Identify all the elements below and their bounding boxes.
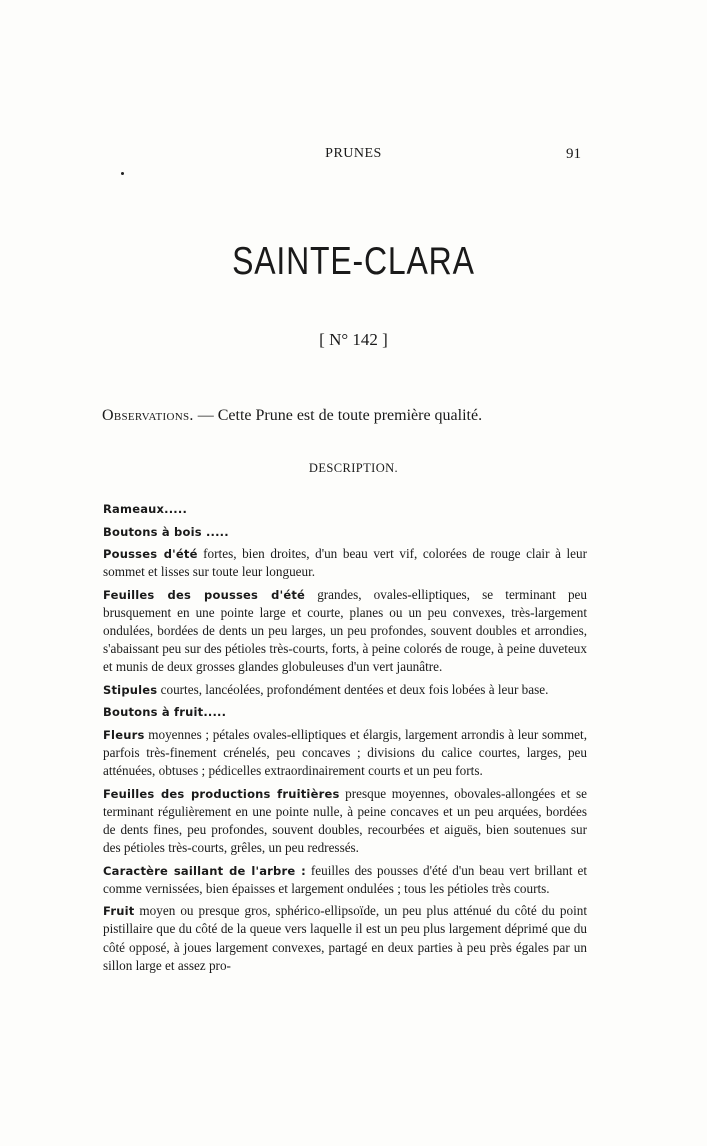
paragraph-term: Feuilles des productions fruitières	[103, 786, 340, 801]
observations-label: Observations.	[102, 407, 194, 424]
paragraph-term: Caractère saillant de l'arbre :	[103, 863, 306, 878]
description-paragraph	[103, 902, 587, 974]
description-paragraph	[103, 586, 587, 676]
running-title: PRUNES	[325, 146, 382, 161]
variety-number: [ N° 142 ]	[319, 330, 388, 349]
paragraph-text: feuilles des pousses d'été d'un beau vert brillant et comme vernissées, bien épaisses et largement ondulées ; tous les pétioles très courts.	[103, 862, 587, 896]
paragraph-term: Feuilles des pousses d'été	[103, 587, 306, 602]
paragraph-text: presque moyennes, obovales-allongées et se terminant régulièrement en une pointe nulle, à peine concaves et un peu arquées, bordées de dents fines, peu profondes, souvent doubles, recourbées et aiguës, bien soutenues sur des pétioles très-courts, grêles, un peu redressés.	[103, 785, 587, 856]
paragraph-text: grandes, ovales-elliptiques, se terminant peu brusquement en une pointe large et courte, planes ou un peu convexes, très-largement ondulées, bordées de dents un peu larges, un peu profondes, souvent doubles et arrondies, s'abaissant peu sur des pétioles très-courts, forts, à peine colorés de rouge, à peine duveteux et munis de deux grosses glandes globuleuses d'un vert jaunâtre.	[103, 586, 588, 675]
section-heading: DESCRIPTION.	[308, 461, 399, 475]
observations-line	[102, 407, 482, 425]
paragraph-term: Fleurs	[103, 728, 145, 743]
paragraph-term: Boutons à fruit.....	[103, 705, 227, 720]
description-paragraph	[103, 703, 587, 721]
paragraph-text: fortes, bien droites, d'un beau vert vif, colorées de rouge clair à leur sommet et lisses sur toute leur longueur.	[103, 546, 588, 580]
paragraph-term: Rameaux.....	[103, 502, 188, 516]
page-title: SAINTE-CLARA	[232, 240, 475, 283]
description-body	[103, 500, 587, 979]
paragraph-term: Stipules	[103, 682, 158, 697]
paragraph-text: moyen ou presque gros, sphérico-ellipsoïde, un peu plus atténué du côté du point pistillaire que du côté de la queue vers laquelle il est un peu plus largement déprimé que du côté opposé, à joues largement convexes, partagé en deux parties à peu près égales par un sillon large et assez pro-	[103, 903, 587, 973]
observations-text: — Cette Prune est de toute première qualité.	[193, 407, 483, 424]
paragraph-text: moyennes ; pétales ovales-elliptiques et élargis, largement arrondis à leur sommet, parfois très-finement crénelés, peu concaves ; divisions du calice courtes, larges, peu atténuées, obtuses ; pédicelles extraordinairement courts et un peu forts.	[103, 727, 587, 779]
ink-speck	[121, 172, 124, 175]
paragraph-term: Fruit	[103, 904, 135, 919]
paragraph-term: Boutons à bois .....	[103, 524, 229, 539]
paragraph-text: courtes, lancéolées, profondément dentées et deux fois lobées à leur base.	[157, 681, 549, 697]
description-paragraph	[103, 785, 587, 857]
paragraph-term: Pousses d'été	[103, 547, 198, 562]
description-paragraph	[103, 862, 587, 898]
page-number: 91	[566, 146, 581, 162]
description-paragraph	[103, 500, 587, 518]
description-paragraph	[103, 726, 587, 780]
description-paragraph	[103, 681, 587, 699]
description-paragraph	[103, 523, 587, 541]
description-paragraph	[103, 545, 587, 581]
